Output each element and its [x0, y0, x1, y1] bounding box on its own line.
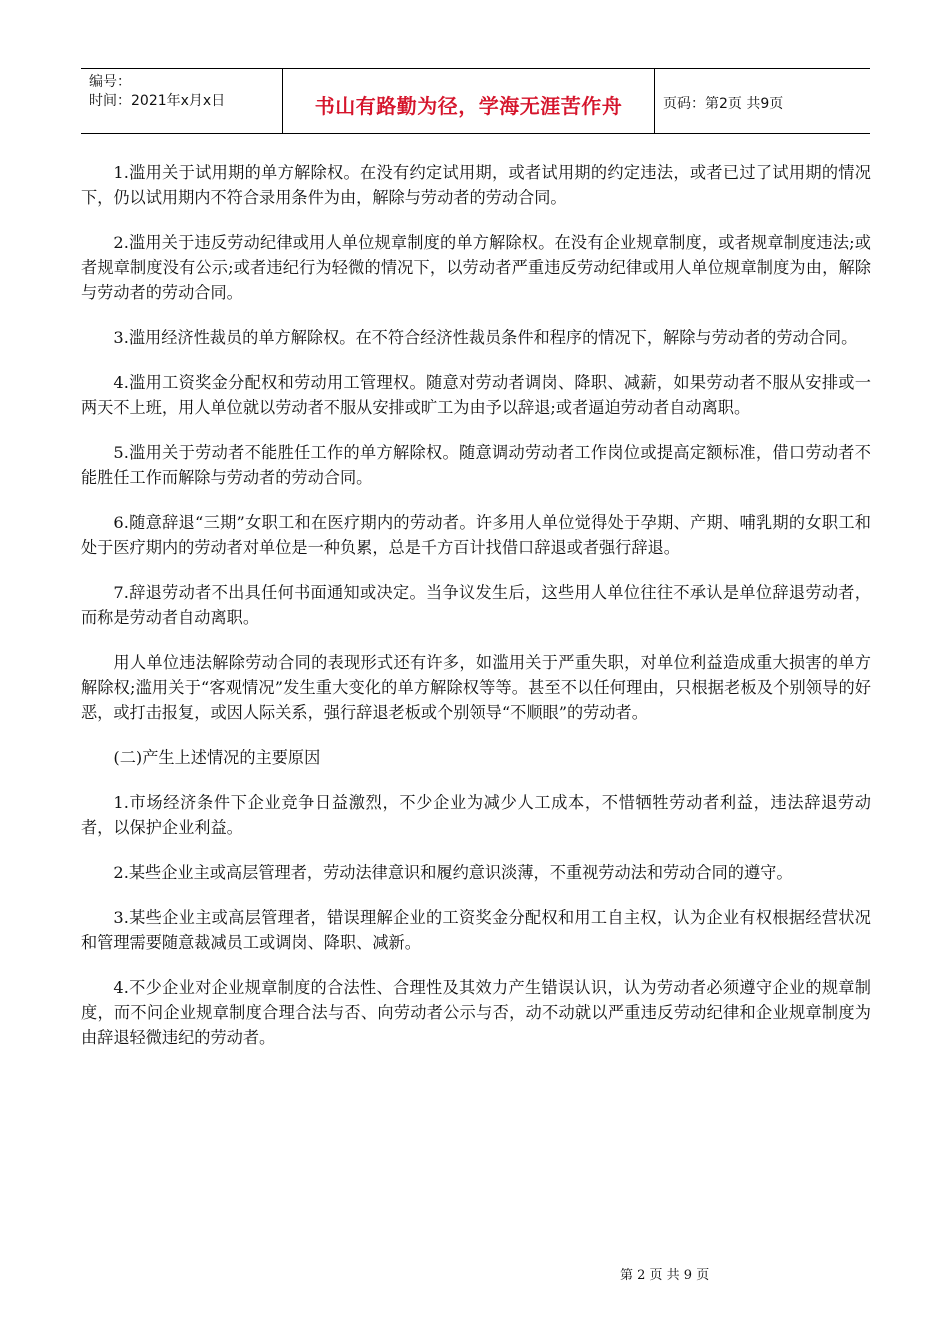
page-footer: 第 2 页 共 9 页	[620, 1268, 710, 1283]
paragraph: 1.市场经济条件下企业竞争日益激烈，不少企业为减少人工成本，不惜牺牲劳动者利益，违法辞退劳动者，以保护企业利益。	[81, 793, 871, 837]
document-body	[81, 160, 871, 1070]
section-heading: (二)产生上述情况的主要原因	[113, 748, 321, 767]
header-meta	[81, 69, 282, 133]
paragraph: 3.某些企业主或高层管理者，错误理解企业的工资奖金分配权和用工自主权，认为企业有权根据经营状况和管理需要随意裁减员工或调岗、降职、减新。	[81, 908, 871, 952]
page-header	[81, 68, 870, 134]
header-page-info: 页码：第2页 共9页	[663, 96, 784, 112]
header-motto: 书山有路勤为径，学海无涯苦作舟	[282, 69, 655, 133]
paragraph: 6.随意辞退“三期”女职工和在医疗期内的劳动者。许多用人单位觉得处于孕期、产期、哺乳期的女职工和处于医疗期内的劳动者对单位是一种负累，总是千方百计找借口辞退或者强行辞退。	[81, 513, 871, 557]
paragraph: 2.滥用关于违反劳动纪律或用人单位规章制度的单方解除权。在没有企业规章制度，或者规章制度违法;或者规章制度没有公示;或者违纪行为轻微的情况下，以劳动者严重违反劳动纪律或用人单位规章制度为由，解除与劳动者的劳动合同。	[81, 233, 871, 302]
paragraph: 2.某些企业主或高层管理者，劳动法律意识和履约意识淡薄，不重视劳动法和劳动合同的遵守。	[113, 863, 793, 882]
paragraph: 5.滥用关于劳动者不能胜任工作的单方解除权。随意调动劳动者工作岗位或提高定额标准，借口劳动者不能胜任工作而解除与劳动者的劳动合同。	[81, 443, 871, 487]
time-label: 时间：2021年x月x日	[89, 93, 226, 109]
paragraph: 4.不少企业对企业规章制度的合法性、合理性及其效力产生错误认识，认为劳动者必须遵守企业的规章制度，而不问企业规章制度合理合法与否、向劳动者公示与否，动不动就以严重违反劳动纪律和企业规章制度为由辞退轻微违纪的劳动者。	[81, 978, 871, 1047]
paragraph: 7.辞退劳动者不出具任何书面通知或决定。当争议发生后，这些用人单位往往不承认是单位辞退劳动者，而称是劳动者自动离职。	[81, 583, 871, 627]
paragraph: 用人单位违法解除劳动合同的表现形式还有许多，如滥用关于严重失职，对单位利益造成重大损害的单方解除权;滥用关于“客观情况”发生重大变化的单方解除权等等。甚至不以任何理由，只根据老板及个别领导的好恶，或打击报复，或因人际关系，强行辞退老板或个别领导“不顺眼”的劳动者。	[81, 653, 871, 722]
paragraph: 4.滥用工资奖金分配权和劳动用工管理权。随意对劳动者调岗、降职、减薪，如果劳动者不服从安排或一两天不上班，用人单位就以劳动者不服从安排或旷工为由予以辞退;或者逼迫劳动者自动离职。	[81, 373, 871, 417]
paragraph: 1.滥用关于试用期的单方解除权。在没有约定试用期，或者试用期的约定违法，或者已过了试用期的情况下，仍以试用期内不符合录用条件为由，解除与劳动者的劳动合同。	[81, 163, 871, 207]
number-label: 编号：	[89, 74, 131, 90]
paragraph: 3.滥用经济性裁员的单方解除权。在不符合经济性裁员条件和程序的情况下，解除与劳动者的劳动合同。	[113, 328, 858, 347]
